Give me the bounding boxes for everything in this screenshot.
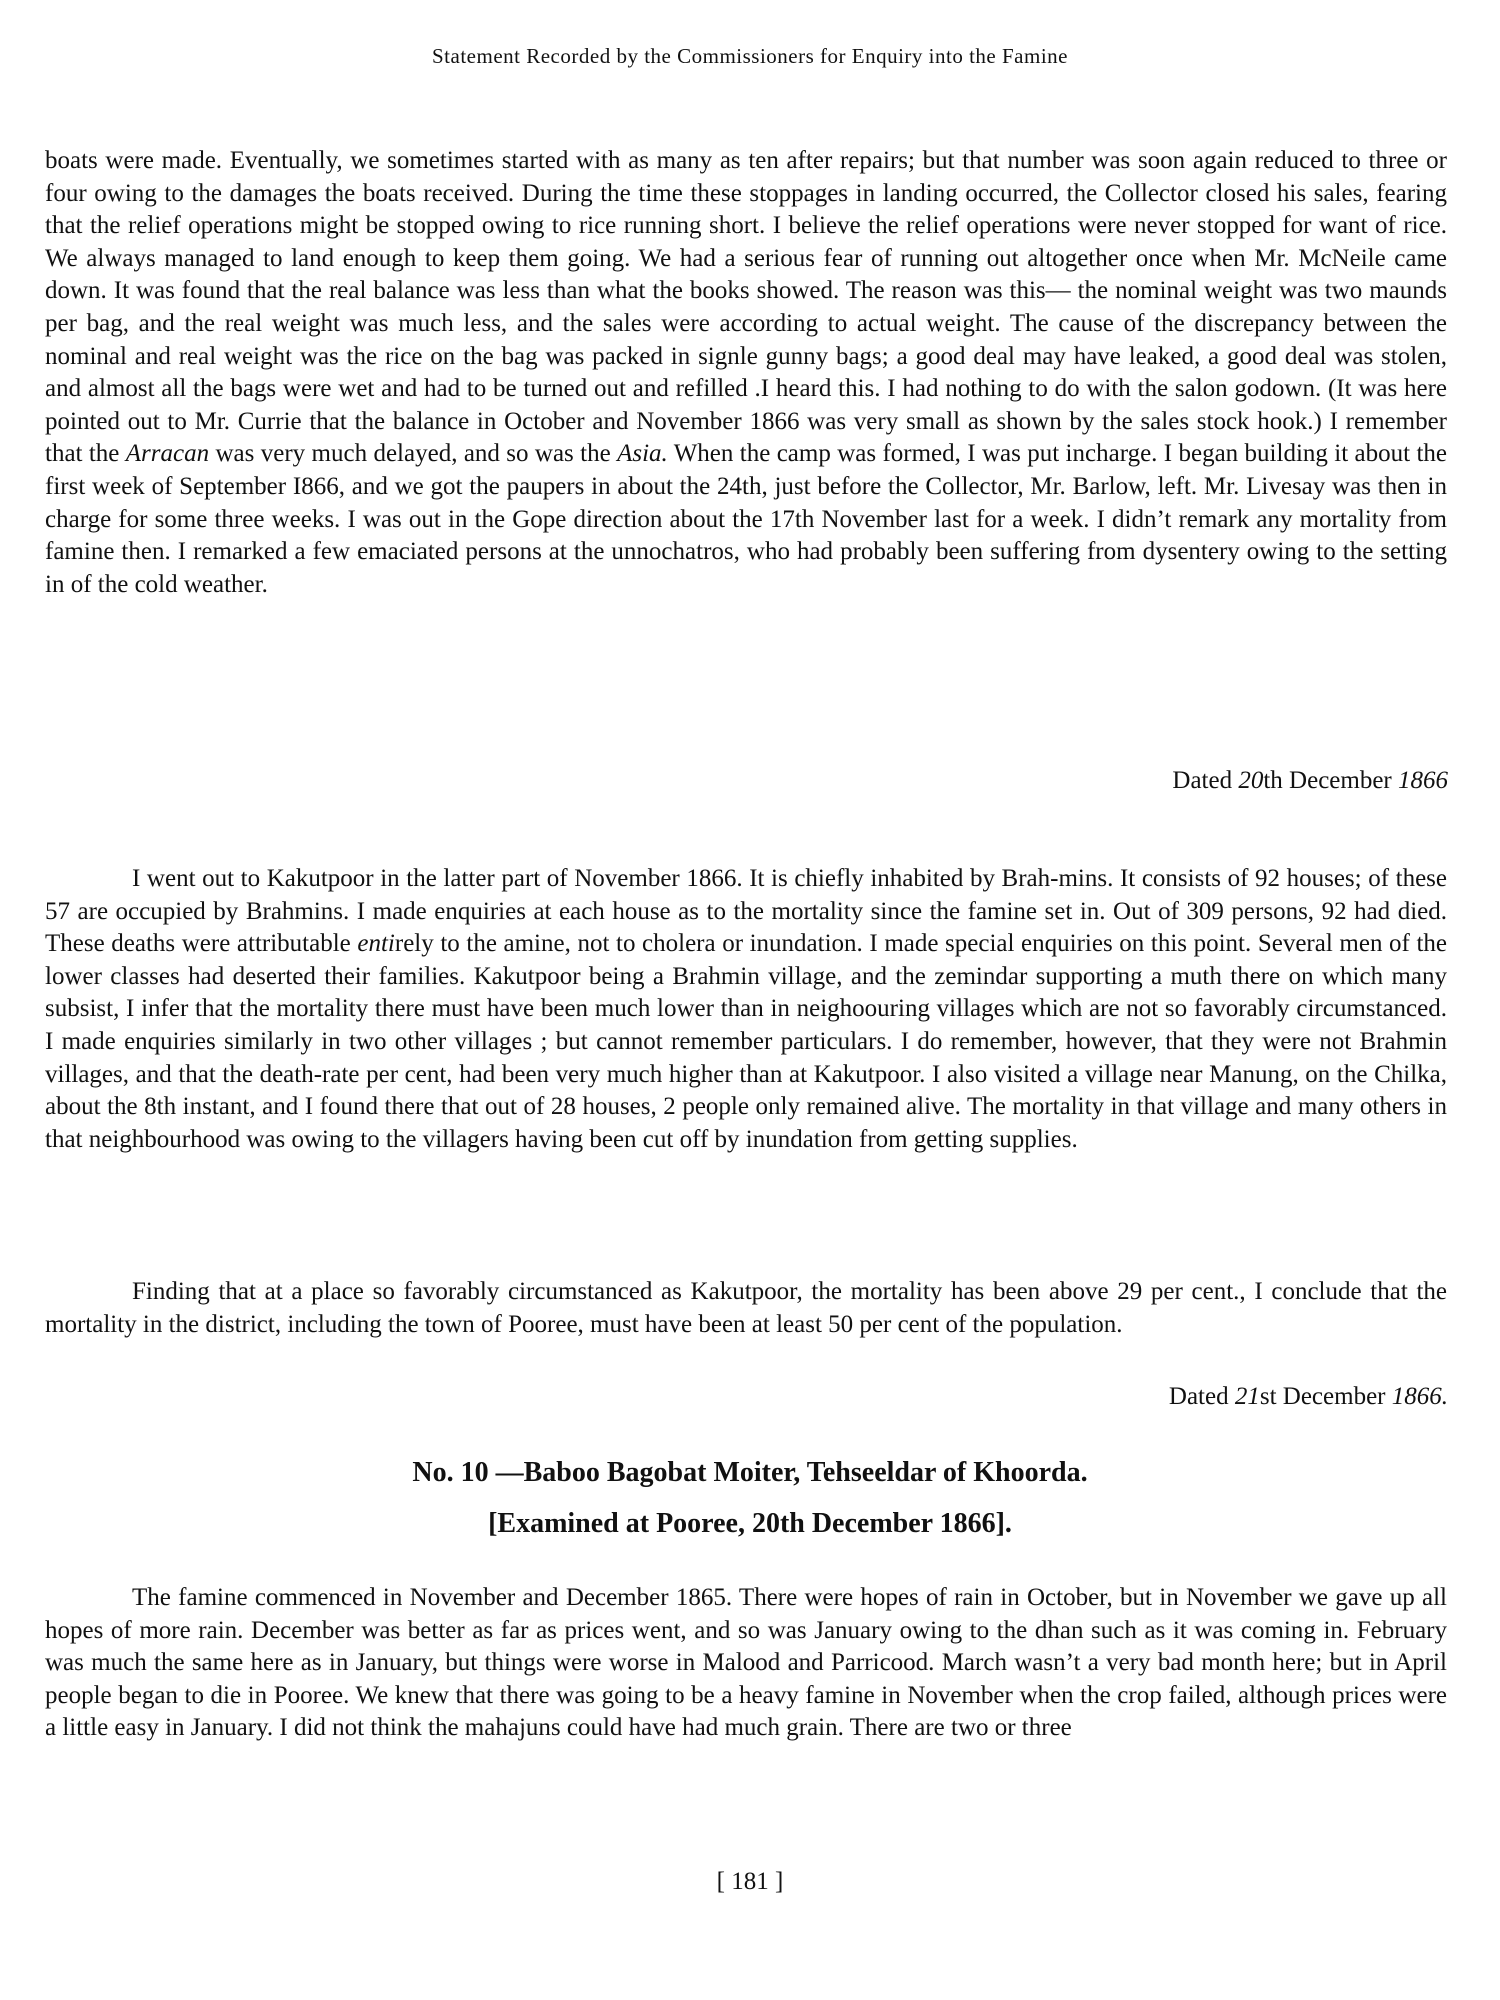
paragraph-boats-part-1: boats were made. Eventually, we sometimes started with as many as ten after repairs; but that number was soon again reduced to three or four owing to the damages the boats received. During the time these stoppages in landing occurred, the Collector closed his sales, fearing that the relief operations might be stopped owing to rice running short. I believe the relief operations were never stopped for want of rice. We always managed to land enough to keep them going. We had a serious fear of running out altogether once when Mr. McNeile came down. It was found that the real balance was less than what the books showed. The reason was this— the nominal weight was two maunds per bag, and the real weight was much less, and the sales were according to actual weight. The cause of the discrepancy between the nominal and real weight was the rice on the bag was packed in signle gunny bags; a good deal may have leaked, a good deal was stolen, and almost all the bags were wet and had to be turned out and refilled .I heard this. I had nothing to do with the salon godown. (It was here pointed out to Mr. Currie that the balance in October and November 1866 was very small as shown by the sales stock hook.) I remember that the <box>45 147 1447 468</box>
paragraph-boats-part-3: When the camp was formed, I was put incharge. I began building it about the first week of September I866, and we got the paupers in about the 24th, just before the Collector, Mr. Barlow, left. Mr. Livesay was then in charge for some three weeks. I was out in the Gope direction about the 17th November last for a week. I didn’t remark any mortality from famine then. I remarked a few emaciated persons at the unnochatros, who had probably been suffering from dysentery owing to the setting in of the cold weather. <box>45 440 1447 598</box>
paragraph-kakutpoor-emphasis: enti <box>357 930 395 958</box>
dated-line-1 <box>1172 765 1448 797</box>
dated-1-prefix: Dated <box>1172 767 1239 794</box>
paragraph-boats <box>45 145 1447 601</box>
page-number: [ 181 ] <box>716 1868 784 1895</box>
dated-1-month: th December <box>1263 767 1398 794</box>
paragraph-kakutpoor <box>45 863 1447 1156</box>
paragraph-famine-commenced: The famine commenced in November and December 1865. There were hopes of rain in October, but in November we gave up all hopes of more rain. December was better as far as prices went, and so was January owing to the dhan such as it was coming in. February was much the same here as in January, but things were worse in Malood and Parricood. March wasn’t a very bad month here; but in April people began to die in Pooree. We knew that there was going to be a heavy famine in November when the crop failed, although prices were a little easy in January. I did not think the mahajuns could have had much grain. There are two or three <box>45 1584 1447 1742</box>
paragraph-boats-part-2: was very much delayed, and so was the <box>209 440 618 468</box>
paragraph-kakutpoor-part-1: I went out to Kakutpoor in the latter part of November 1866. It is chiefly inhabited by Brah-mins. It consists of 92 houses; of these 57 are occupied by Brahmins. I made enquiries at each house as to the mortality since the famine set in. Out of 309 persons, 92 had died. These deaths were attributable <box>45 865 1447 958</box>
dated-line-2 <box>1169 1381 1448 1413</box>
running-head: Statement Recorded by the Commissioners for Enquiry into the Famine <box>432 44 1068 68</box>
paragraph-kakutpoor-part-2: rely to the amine, not to cholera or inundation. I made special enquiries on this point. Several men of the lower classes had deserted their families. Kakutpoor being a Brahmin village, and the zemindar supporting a muth there on which many subsist, I infer that the mortality there must have been much lower than in neighoouring villages which are not so favorably circumstanced. I made enquiries similarly in two other villages ; but cannot remember particulars. I do remember, however, that they were not Brahmin villages, and that the death-rate per cent, had been very much higher than at Kakutpoor. I also visited a village near Manung, on the Chilka, about the 8th instant, and I found there that out of 28 houses, 2 people only remained alive. The mortality in that village and many others in that neighbourhood was owing to the villagers having been cut off by inundation from getting supplies. <box>45 930 1448 1153</box>
section-subheading: [Examined at Pooree, 20th December 1866]. <box>488 1508 1012 1539</box>
dated-2-prefix: Dated <box>1168 1383 1235 1410</box>
dated-2-month: st December <box>1259 1383 1392 1410</box>
paragraph-conclusion: Finding that at a place so favorably circumstanced as Kakutpoor, the mortality has been above 29 per cent., I conclude that the mortality in the district, including the town of Pooree, must have been at least 50 per cent of the population. <box>45 1278 1447 1338</box>
dated-2-day: 21 <box>1234 1383 1260 1410</box>
dated-2-year: 1866. <box>1391 1383 1448 1410</box>
dated-1-day: 20 <box>1238 767 1264 794</box>
ship-name-arracan: Arracan <box>125 440 210 468</box>
ship-name-asia: Asia. <box>617 440 668 468</box>
section-heading: No. 10 —Baboo Bagobat Moiter, Tehseeldar of Khoorda. <box>412 1457 1088 1488</box>
dated-1-year: 1866 <box>1398 767 1448 794</box>
